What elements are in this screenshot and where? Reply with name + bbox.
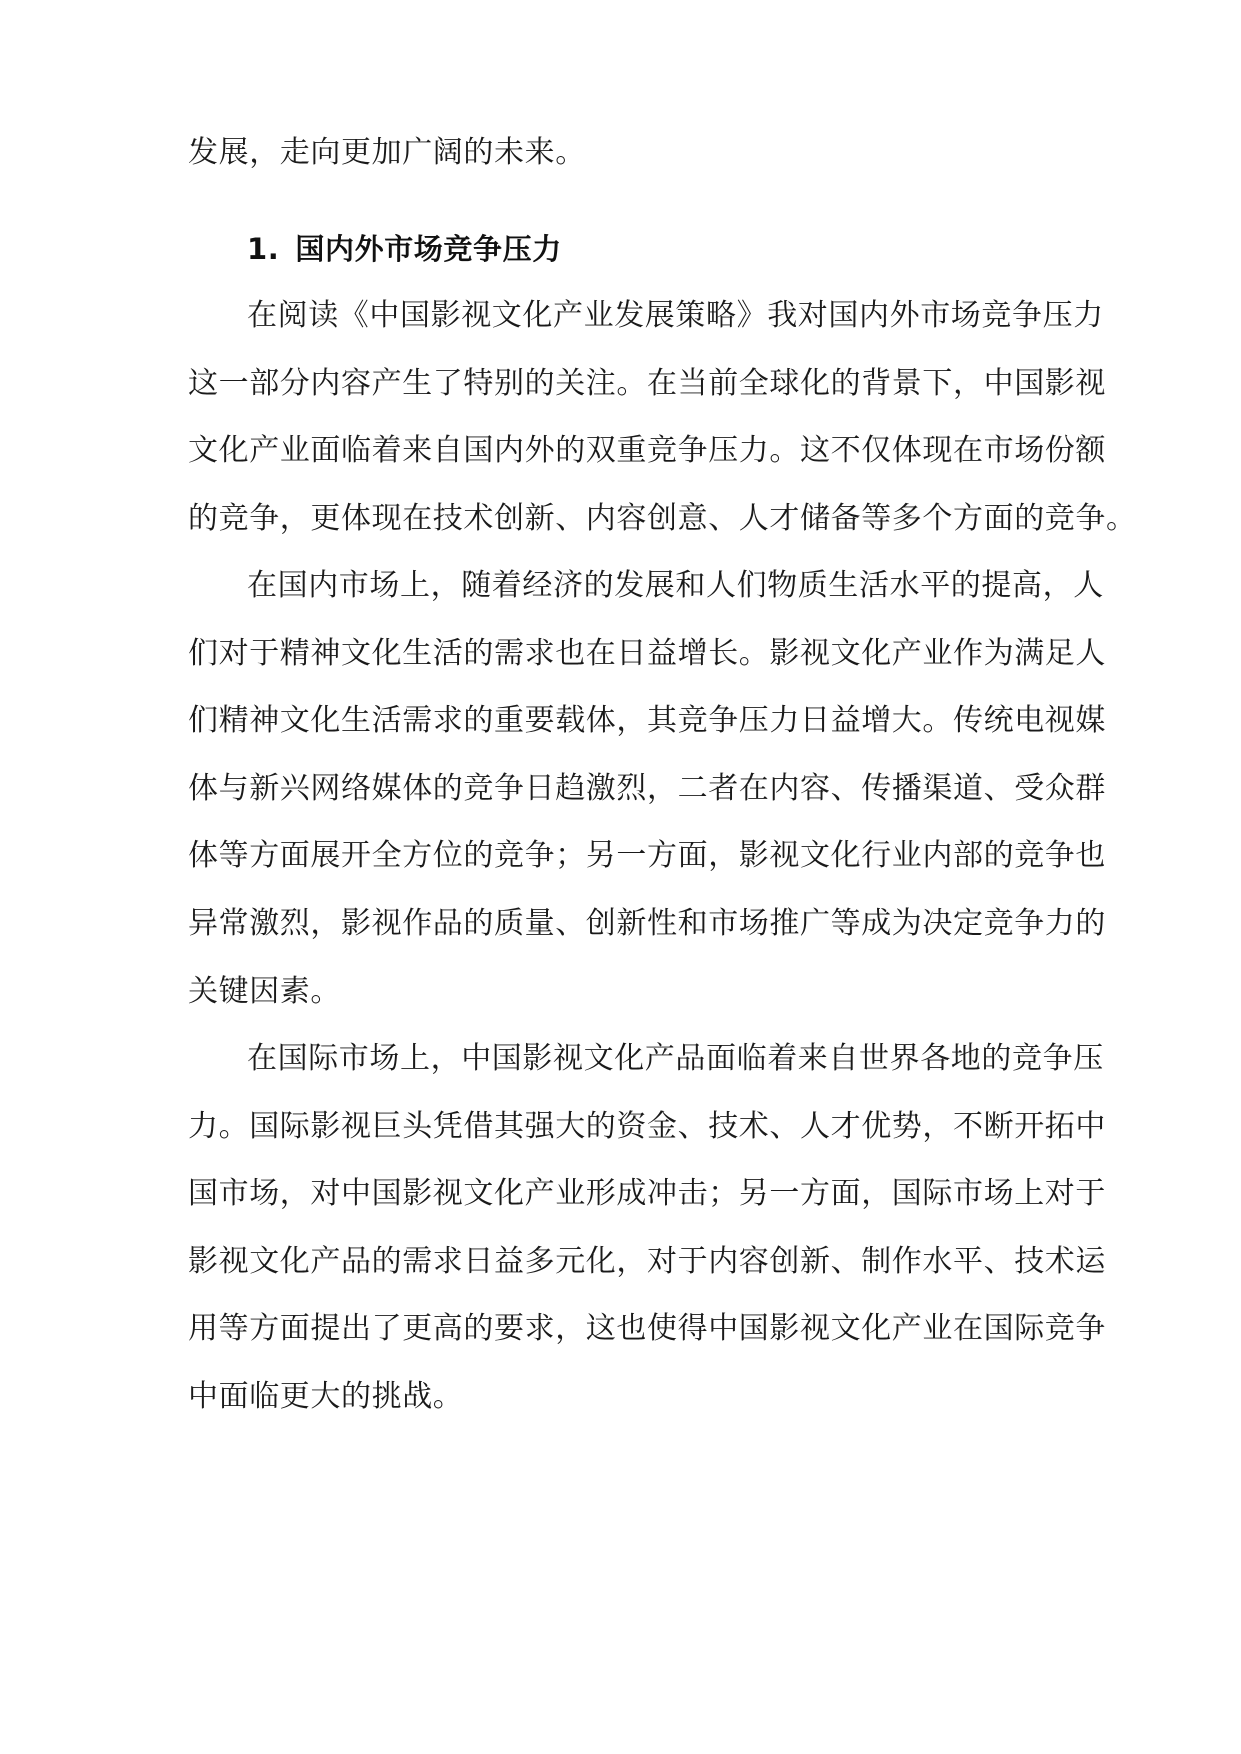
paragraph-2-line-5: 体等方面展开全方位的竞争；另一方面，影视文化行业内部的竞争也 (188, 838, 1106, 873)
paragraph-3-line-3: 国市场，对中国影视文化产业形成冲击；另一方面，国际市场上对于 (188, 1176, 1106, 1211)
paragraph-1-line-2: 这一部分内容产生了特别的关注。在当前全球化的背景下，中国影视 (188, 366, 1106, 401)
section-heading (247, 229, 1067, 269)
paragraph-3-line-6: 中面临更大的挑战。 (188, 1379, 464, 1414)
paragraph-3-line-2: 力。国际影视巨头凭借其强大的资金、技术、人才优势，不断开拓中 (188, 1109, 1106, 1144)
section-title: 国内外市场竞争压力 (295, 232, 562, 266)
paragraph-2-line-1: 在国内市场上，随着经济的发展和人们物质生活水平的提高，人 (247, 568, 1104, 603)
paragraph-3-line-5: 用等方面提出了更高的要求，这也使得中国影视文化产业在国际竞争 (188, 1311, 1106, 1346)
paragraph-2-line-7: 关键因素。 (188, 974, 341, 1009)
paragraph-1-line-4: 的竞争，更体现在技术创新、内容创意、人才储备等多个方面的竞争。 (188, 501, 1137, 536)
paragraph-1-line-1: 在阅读《中国影视文化产业发展策略》我对国内外市场竞争压力 (247, 298, 1104, 333)
paragraph-2-line-6: 异常激烈，影视作品的质量、创新性和市场推广等成为决定竞争力的 (188, 906, 1106, 941)
paragraph-2-line-2: 们对于精神文化生活的需求也在日益增长。影视文化产业作为满足人 (188, 636, 1106, 671)
paragraph-2-line-3: 们精神文化生活需求的重要载体，其竞争压力日益增大。传统电视媒 (188, 703, 1106, 738)
paragraph-3-line-4: 影视文化产品的需求日益多元化，对于内容创新、制作水平、技术运 (188, 1244, 1106, 1279)
paragraph-2-line-4: 体与新兴网络媒体的竞争日趋激烈，二者在内容、传播渠道、受众群 (188, 771, 1106, 806)
intro-tail-line: 发展，走向更加广阔的未来。 (188, 135, 586, 170)
section-number: 1. (247, 232, 280, 266)
paragraph-3-line-1: 在国际市场上，中国影视文化产品面临着来自世界各地的竞争压 (247, 1041, 1104, 1076)
paragraph-1-line-3: 文化产业面临着来自国内外的双重竞争压力。这不仅体现在市场份额 (188, 433, 1106, 468)
